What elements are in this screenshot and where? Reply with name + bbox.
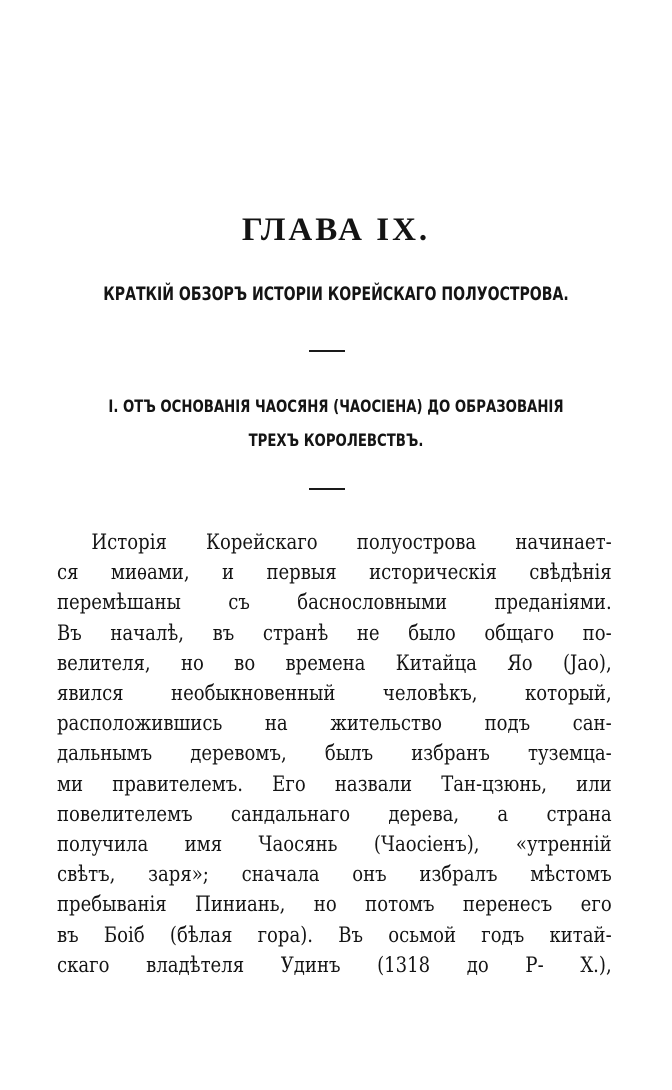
section-heading bbox=[0, 390, 672, 458]
text-line: Въ началѣ, въ странѣ не было общаго по- bbox=[57, 620, 612, 645]
divider-rule bbox=[309, 350, 345, 352]
section-heading-line: ТРЕХЪ КОРОЛЕВСТВЪ. bbox=[248, 431, 424, 451]
text-line: дальнымъ деревомъ, былъ избранъ туземца- bbox=[57, 741, 612, 766]
divider-rule bbox=[309, 488, 345, 490]
text-line: ся миѳами, и первыя историческія свѣдѣнія bbox=[57, 560, 612, 585]
text-line: въ Боіб (бѣлая гора). Въ осьмой годъ китай- bbox=[57, 922, 612, 947]
text-line: скаго владѣтеля Удинъ (1318 до Р- Х.), bbox=[57, 952, 612, 977]
text-line: свѣтъ, заря»; сначала онъ избралъ мѣстомъ bbox=[57, 862, 612, 887]
text-line: ми правителемъ. Его назвали Тан-цзюнь, или bbox=[57, 771, 612, 796]
text-line: перемѣшаны съ баснословными преданіями. bbox=[57, 590, 612, 615]
text-line: Исторія Корейскаго полуострова начинает- bbox=[91, 530, 612, 554]
section-heading-line: I. ОТЪ ОСНОВАНІЯ ЧАОСЯНЯ (ЧАОСІЕНА) ДО ОБРАЗОВАНІЯ bbox=[108, 397, 564, 417]
text-line: велителя, но во времена Китайца Яо (Јао), bbox=[57, 650, 612, 675]
body-paragraph bbox=[57, 527, 612, 980]
text-line: расположившись на жительство подъ сан- bbox=[57, 711, 612, 736]
chapter-subtitle: КРАТКІЙ ОБЗОРЪ ИСТОРІИ КОРЕЙСКАГО ПОЛУОСТРОВА. bbox=[103, 283, 569, 305]
chapter-title: ГЛАВА IX. bbox=[241, 212, 431, 248]
text-line: получила имя Чаосянь (Чаосіенъ), «утренній bbox=[57, 832, 612, 857]
text-line: явился необыкновенный человѣкъ, который, bbox=[57, 681, 612, 706]
text-line: пребыванія Пиниань, но потомъ перенесъ его bbox=[57, 892, 612, 917]
text-line: повелителемъ сандальнаго дерева, а страна bbox=[57, 801, 612, 826]
